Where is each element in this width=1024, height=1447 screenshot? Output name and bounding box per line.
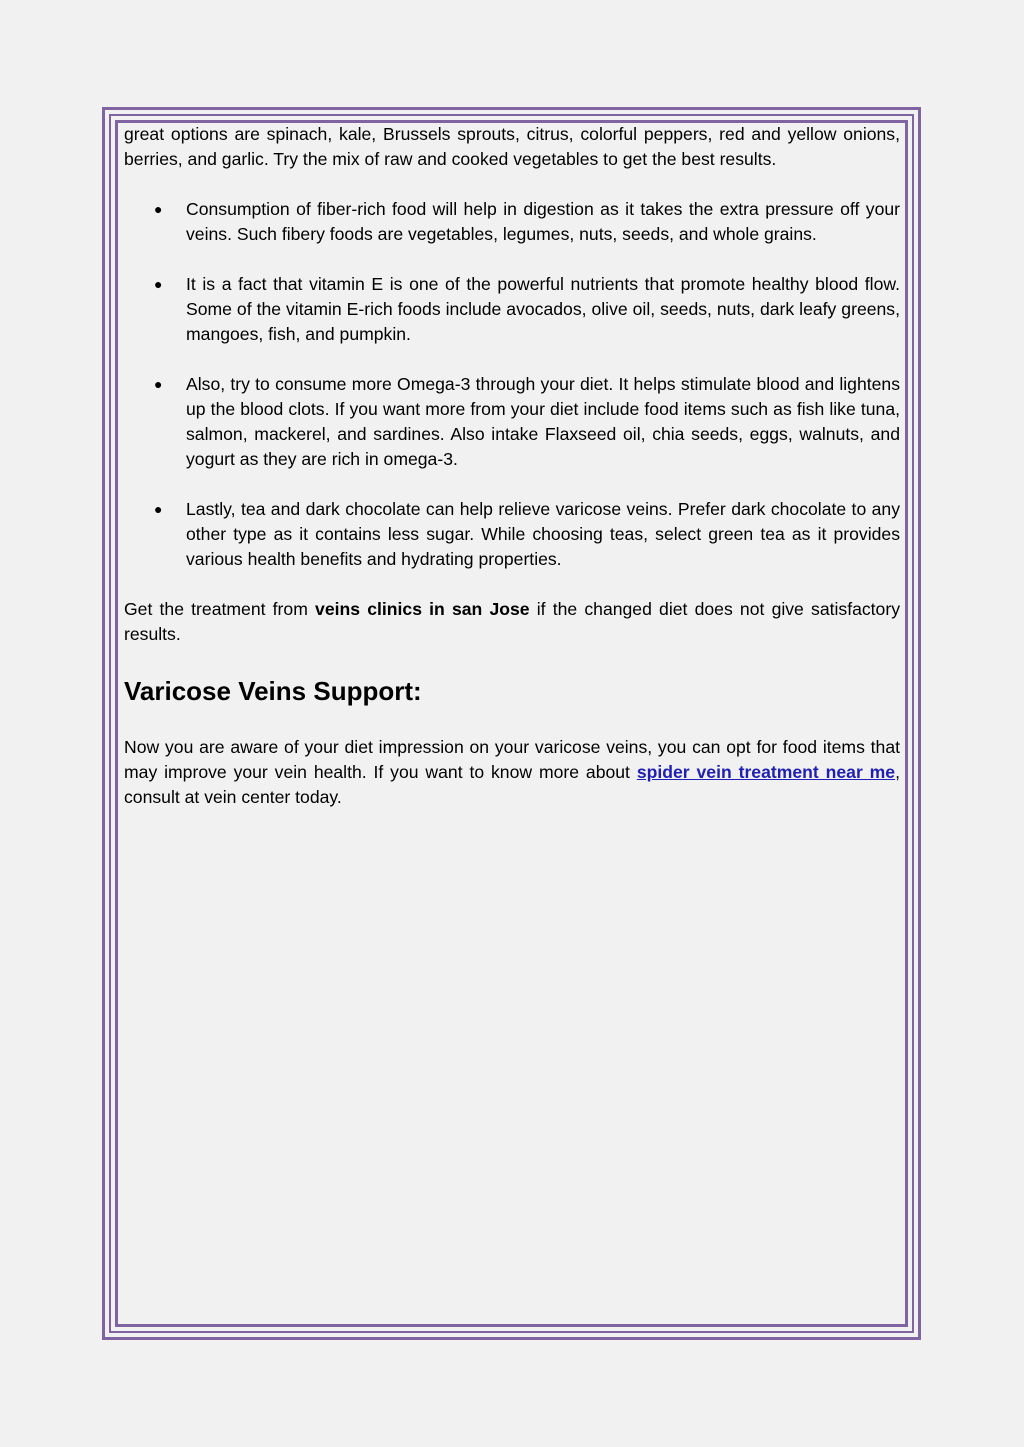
treatment-paragraph [124, 597, 900, 647]
treatment-text-after: if the changed diet does not give satisfactory results. [124, 599, 900, 644]
treatment-text-before: Get the treatment from [124, 599, 316, 619]
list-item [124, 272, 900, 347]
diet-tips-list [124, 197, 900, 572]
clinic-name: veins clinics in san Jose [315, 599, 530, 619]
bullet-icon: ● [154, 501, 163, 517]
list-item [124, 197, 900, 247]
list-item [124, 497, 900, 572]
closing-text-after: , consult at vein center today. [124, 762, 900, 807]
bullet-icon: ● [154, 376, 163, 392]
list-item-text: Also, try to consume more Omega-3 through your diet. It helps stimulate blood and lightens up the blood clots. If you want more from your diet include food items such as fish like tuna, salmon, mackerel, and sardines. Also intake Flaxseed oil, chia seeds, eggs, walnuts, and yogurt as they are rich in omega-3. [186, 374, 900, 469]
spider-vein-treatment-link[interactable]: spider vein treatment near me [636, 762, 896, 782]
intro-paragraph: great options are spinach, kale, Brussels sprouts, citrus, colorful peppers, red and yellow onions, berries, and garlic. Try the mix of raw and cooked vegetables to get the best results. [124, 124, 900, 169]
bullet-icon: ● [154, 201, 163, 217]
list-item [124, 372, 900, 472]
closing-text-before: Now you are aware of your diet impression on your varicose veins, you can opt for food items that may improve your vein health. If you want to know more about [124, 737, 900, 782]
document-body [124, 122, 900, 810]
bullet-icon: ● [154, 276, 163, 292]
list-item-text: It is a fact that vitamin E is one of the powerful nutrients that promote healthy blood flow. Some of the vitamin E-rich foods include avocados, olive oil, seeds, nuts, dark leafy greens, mangoes, fish, and pumpkin. [186, 274, 900, 344]
list-item-text: Lastly, tea and dark chocolate can help relieve varicose veins. Prefer dark chocolate to any other type as it contains less sugar. While choosing teas, select green tea as it provides various health benefits and hydrating properties. [186, 499, 900, 569]
list-item-text: Consumption of fiber-rich food will help in digestion as it takes the extra pressure off your veins. Such fibery foods are vegetables, legumes, nuts, seeds, and whole grains. [186, 199, 900, 244]
closing-paragraph [124, 735, 900, 810]
section-heading: Varicose Veins Support: [124, 676, 422, 706]
